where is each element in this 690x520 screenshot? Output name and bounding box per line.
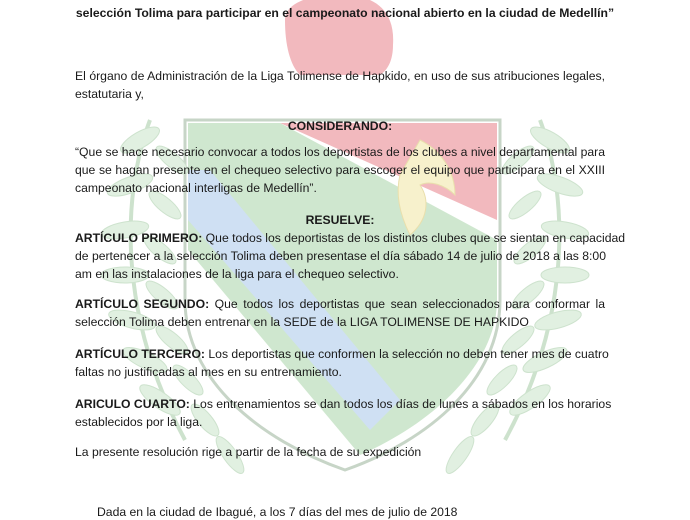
articulo-segundo-line-2: selección Tolima deben entrenar en la SEDE de la LIGA TOLIMENSE DE HAPKIDO bbox=[75, 315, 529, 329]
subtitle-line: selección Tolima para participar en el campeonato nacional abierto en la ciudad de Medellín” bbox=[75, 6, 615, 20]
considerando-line-2: que se hagan presente en el chequeo selectivo para escoger el equipo que participara en el XXIII bbox=[75, 163, 605, 177]
articulo-primero-label: ARTÍCULO PRIMERO: bbox=[75, 231, 203, 245]
intro-line-1: El órgano de Administración de la Liga Tolimense de Hapkido, en uso de sus atribuciones legales, bbox=[75, 69, 605, 83]
articulo-cuarto-line-2: establecidos por la liga. bbox=[75, 415, 203, 429]
considerando-line-3: campeonato nacional interligas de Medellín”. bbox=[75, 181, 317, 195]
articulo-tercero-line-1: ARTÍCULO TERCERO: Los deportistas que conformen la selección no deben tener mes de cuatro bbox=[75, 347, 609, 361]
articulo-segundo-label: ARTÍCULO SEGUNDO: bbox=[75, 297, 210, 311]
articulo-tercero-label: ARTÍCULO TERCERO: bbox=[75, 347, 205, 361]
articulo-primero-line-3: am en las instalaciones de la liga para el chequeo selectivo. bbox=[75, 267, 399, 281]
articulo-cuarto-label: ARICULO CUARTO: bbox=[75, 397, 190, 411]
vigencia-line: La presente resolución rige a partir de la fecha de su expedición bbox=[75, 445, 422, 459]
closing-line: Dada en la ciudad de Ibagué, a los 7 días del mes de julio de 2018 bbox=[97, 505, 458, 519]
articulo-cuarto-line-1: ARICULO CUARTO: Los entrenamientos se dan todos los días de lunes a sábados en los horarios bbox=[75, 397, 612, 411]
articulo-segundo-line-1: ARTÍCULO SEGUNDO: Que todos los deportistas que sean seleccionados para conformar la bbox=[75, 297, 605, 311]
considerando-line-1: “Que se hace necesario convocar a todos los deportistas de los clubes a nivel departamental para bbox=[75, 145, 605, 159]
considerando-heading: CONSIDERANDO: bbox=[287, 119, 393, 133]
articulo-tercero-line-2: faltas no justificadas al mes en su entrenamiento. bbox=[75, 365, 342, 379]
articulo-primero-line-1: ARTÍCULO PRIMERO: Que todos los deportistas de los distintos clubes que se sientan en capacidad bbox=[75, 231, 626, 245]
articulo-primero-line-2: de pertenecer a la selección Tolima deben presentase el día sábado 14 de julio de 2018 a las 8:00 bbox=[75, 249, 606, 263]
resuelve-heading: RESUELVE: bbox=[305, 213, 375, 227]
intro-line-2: estatutaria y, bbox=[75, 87, 144, 101]
